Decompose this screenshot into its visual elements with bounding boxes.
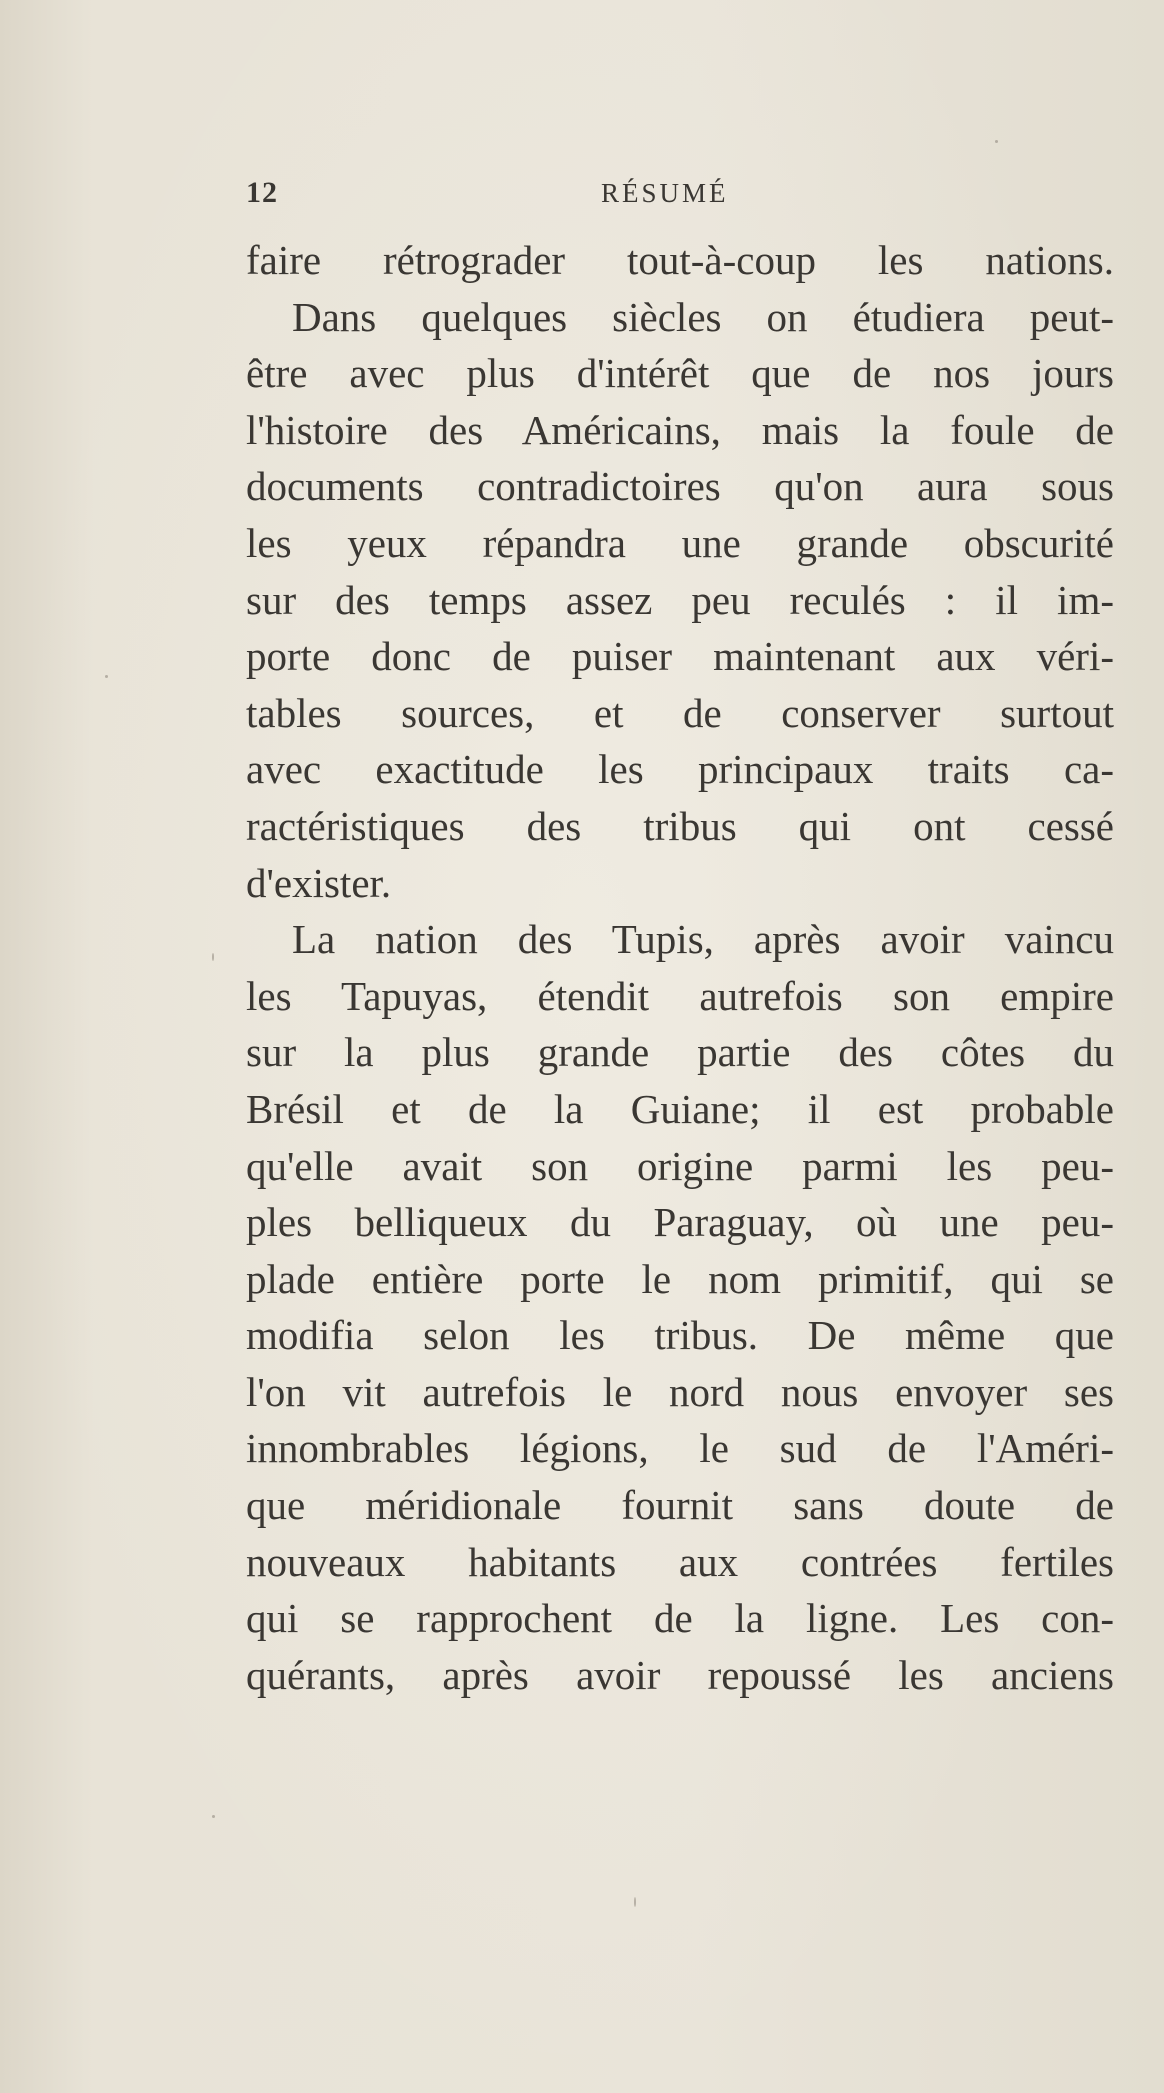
page-number: 12 xyxy=(246,176,278,209)
text-line: quérants, après avoir repoussé les anciens xyxy=(246,1651,1114,1698)
paper-speck xyxy=(634,1897,636,1907)
text-line: d'exister. xyxy=(246,859,392,906)
text-line: porte donc de puiser maintenant aux véri- xyxy=(246,633,1114,680)
text-line: ples belliqueux du Paraguay, où une peu- xyxy=(246,1199,1114,1246)
text-line: être avec plus d'intérêt que de nos jours xyxy=(246,350,1114,397)
text-line: La nation des Tupis, après avoir vaincu xyxy=(292,916,1114,963)
text-line: documents contradictoires qu'on aura sous xyxy=(246,463,1114,510)
text-line: que méridionale fournit sans doute de xyxy=(246,1482,1114,1529)
text-line: qu'elle avait son origine parmi les peu- xyxy=(246,1142,1114,1189)
text-line: Dans quelques siècles on étudiera peut- xyxy=(292,293,1114,340)
text-line: modifia selon les tribus. De même que xyxy=(246,1312,1114,1359)
text-line: plade entière porte le nom primitif, qui se xyxy=(246,1255,1114,1302)
paper-speck xyxy=(212,1815,215,1818)
body-text xyxy=(246,232,1114,1703)
text-line: nouveaux habitants aux contrées fertiles xyxy=(246,1538,1114,1585)
paper-speck xyxy=(105,675,108,678)
text-line: sur la plus grande partie des côtes du xyxy=(246,1029,1114,1076)
text-line: sur des temps assez peu reculés : il im- xyxy=(246,576,1114,623)
paper-speck xyxy=(212,953,214,961)
text-line: ractéristiques des tribus qui ont cessé xyxy=(246,802,1114,849)
text-line: les Tapuyas, étendit autrefois son empire xyxy=(246,972,1114,1019)
text-line: qui se rapprochent de la ligne. Les con- xyxy=(246,1595,1114,1642)
text-line: avec exactitude les principaux traits ca- xyxy=(246,746,1114,793)
text-line: les yeux répandra une grande obscurité xyxy=(246,519,1114,566)
text-line: tables sources, et de conserver surtout xyxy=(246,689,1114,736)
running-title: RÉSUMÉ xyxy=(601,178,729,208)
text-line: l'histoire des Américains, mais la foule de xyxy=(246,406,1114,453)
page-header xyxy=(246,170,1106,220)
paper-speck xyxy=(995,140,998,143)
text-line: faire rétrograder tout-à-coup les nations. xyxy=(246,237,1114,283)
text-line: l'on vit autrefois le nord nous envoyer ses xyxy=(246,1368,1114,1415)
text-line: Brésil et de la Guiane; il est probable xyxy=(246,1085,1114,1132)
text-line: innombrables légions, le sud de l'Améri- xyxy=(246,1425,1114,1472)
